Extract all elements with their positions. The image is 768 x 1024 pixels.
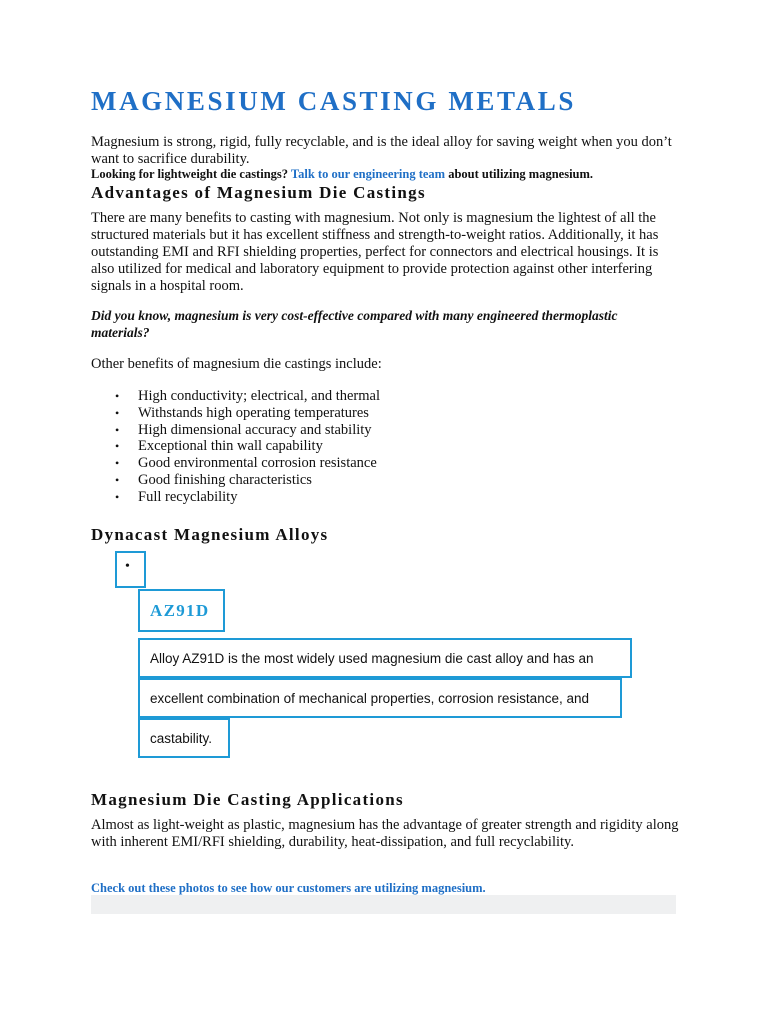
photo-gallery-placeholder [91,895,676,914]
bullet-icon: • [115,389,120,403]
benefit-item [91,455,380,472]
advantages-paragraph: There are many benefits to casting with magnesium. Not only is magnesium the lightest of all the structured materials but it has excellent stiffness and strength-to-weight ratios. Additionally, it has outstanding EMI and RFI shielding properties, perfect for connectors and electrical housings. It is also utilized for medical and laboratory equipment to provide protection against other interfering signals in a hospital room. [91,210,659,294]
benefits-intro: Other benefits of magnesium die castings include: [91,356,382,372]
engineering-cta [91,167,691,182]
benefit-item [91,405,380,422]
bullet-icon: • [115,456,120,471]
bullet-icon: • [115,422,120,437]
alloy-description-text: excellent combination of mechanical properties, corrosion resistance, and [150,691,589,706]
intro-paragraph: Magnesium is strong, rigid, fully recyclable, and is the ideal alloy for saving weight when you don’t want to sacrifice durability. [91,134,672,167]
benefit-text: Full recyclability [138,488,238,505]
applications-heading: Magnesium Die Casting Applications [91,790,404,809]
bullet-icon: • [115,439,120,454]
benefit-text: Good finishing characteristics [138,471,312,488]
bullet-icon: • [115,489,120,504]
alloy-description-line [138,678,622,718]
benefit-text: High dimensional accuracy and stability [138,421,372,438]
alloys-heading: Dynacast Magnesium Alloys [91,525,329,544]
benefit-item [91,489,380,506]
alloy-description-text: castability. [150,731,213,746]
alloy-description-line [138,638,632,678]
benefits-list [91,388,380,506]
benefit-text: Withstands high operating temperatures [138,404,369,421]
customer-photos-link[interactable]: Check out these photos to see how our customers are utilizing magnesium. [91,881,486,895]
bullet-icon: • [115,472,120,487]
alloy-description-line [138,718,230,758]
benefit-item [91,388,380,405]
cost-effective-note: Did you know, magnesium is very cost-effective compared with many engineered thermoplastic materials? [91,308,618,340]
alloy-bullet-box [115,551,146,588]
benefit-text: High conductivity; electrical, and thermal [138,388,380,404]
alloy-description-text: Alloy AZ91D is the most widely used magnesium die cast alloy and has an [150,651,594,666]
benefit-item [91,472,380,489]
applications-paragraph: Almost as light-weight as plastic, magnesium has the advantage of greater strength and rigidity along with inherent EMI/RFI shielding, durability, heat-dissipation, and full recyclability. [91,817,679,850]
alloy-name: AZ91D [150,601,210,620]
engineering-team-link[interactable]: Talk to our engineering team [290,167,446,181]
cta-prefix: Looking for lightweight die castings? [91,167,289,181]
benefit-item [91,422,380,439]
benefit-text: Good environmental corrosion resistance [138,455,377,472]
alloy-name-box[interactable] [138,589,225,632]
benefit-item [91,438,380,455]
cta-suffix: about utilizing magnesium. [448,167,594,181]
page-title: MAGNESIUM CASTING METALS [91,86,576,116]
bullet-icon: • [125,559,130,574]
bullet-icon: • [115,405,120,420]
benefit-text: Exceptional thin wall capability [138,438,323,455]
advantages-heading: Advantages of Magnesium Die Castings [91,183,426,202]
